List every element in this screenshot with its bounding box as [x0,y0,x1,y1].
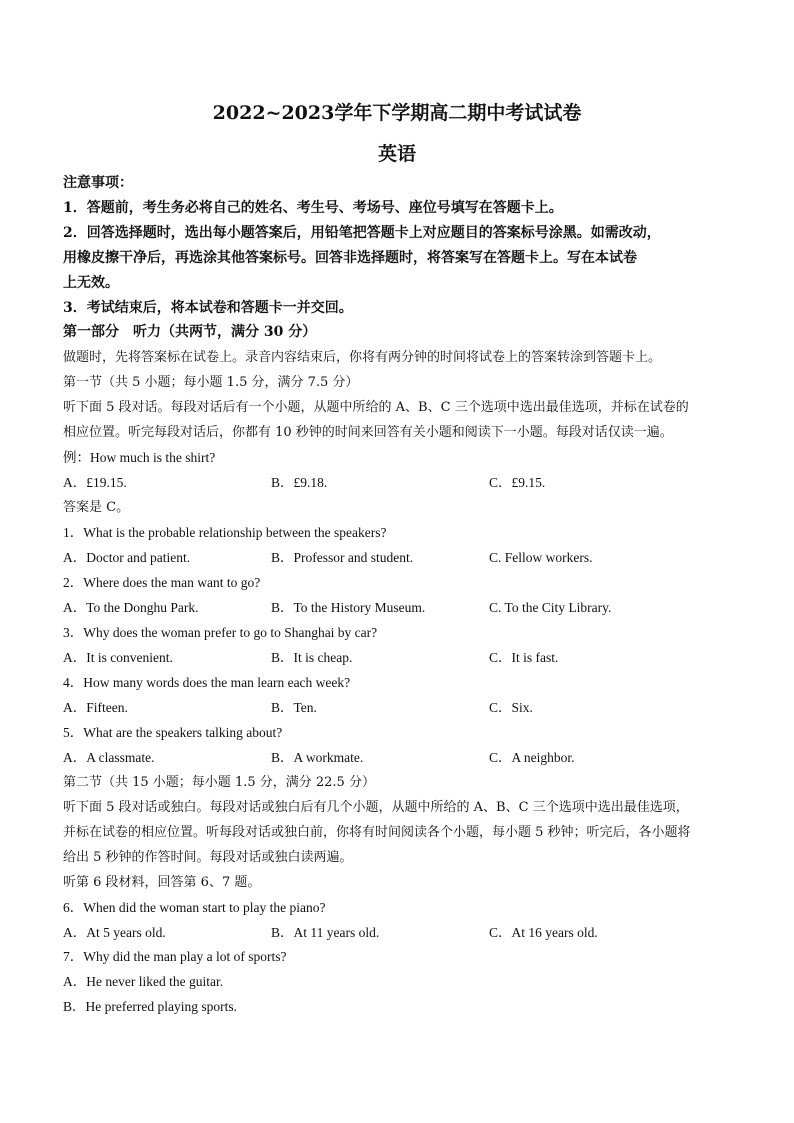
question-7-option-a: A．He never liked the guitar. [63,974,224,989]
example-question: 例：How much is the shirt? [63,450,216,465]
question-3-option-a: A．It is convenient. [63,650,173,665]
question-5-option-a: A．A classmate. [63,750,155,765]
example-option-a: A．£19.15. [63,475,127,490]
question-5-option-b: B．A workmate. [271,750,364,765]
question-2-option-c: C. To the City Library. [489,600,612,615]
question-6-option-b: B．At 11 years old. [271,925,380,940]
part1-intro: 做题时，先将答案标在试卷上。录音内容结束后，你将有两分钟的时间将试卷上的答案转涂到答题卡上。 [63,350,662,365]
question-5: 5．What are the speakers talking about? [63,725,283,740]
question-3-option-c: C．It is fast. [489,650,559,665]
question-3-option-b: B．It is cheap. [271,650,353,665]
question-1-option-b: B．Professor and student. [271,550,414,565]
question-4: 4．How many words does the man learn each week? [63,675,351,690]
question-1: 1．What is the probable relationship between the speakers? [63,525,387,540]
question-3: 3．Why does the woman prefer to go to Shanghai by car? [63,625,378,640]
question-6: 6．When did the woman start to play the piano? [63,900,326,915]
section2-instruction-line-2: 并标在试卷的相应位置。听每段对话或独白前，你将有时间阅读各个小题，每小题 5 秒钟；听完后，各小题将 [63,825,691,840]
section2-instruction-line-1: 听下面 5 段对话或独白。每段对话或独白后有几个小题，从题中所给的 A、B、C 三个选项中选出最佳选项， [63,800,689,815]
notice-item-2-line-1: 2．回答选择题时，选出每小题答案后，用铅笔把答题卡上对应题目的答案标号涂黑。如需改动， [63,225,661,241]
question-6-option-a: A．At 5 years old. [63,925,166,940]
question-1-option-a: A．Doctor and patient. [63,550,191,565]
question-6-option-c: C．At 16 years old. [489,925,598,940]
question-4-option-b: B．Ten. [271,700,317,715]
question-2-option-b: B．To the History Museum. [271,600,426,615]
notice-item-2-line-3: 上无效。 [63,275,119,291]
question-7: 7．Why did the man play a lot of sports? [63,949,287,964]
notice-item-2-line-2: 用橡皮擦干净后，再选涂其他答案标号。回答非选择题时，将答案写在答题卡上。写在本试卷 [63,250,637,266]
material-6-intro: 听第 6 段材料，回答第 6、7 题。 [63,875,261,890]
example-answer: 答案是 C。 [63,500,130,515]
notice-heading: 注意事项： [63,175,133,191]
question-2-option-a: A．To the Donghu Park. [63,600,199,615]
notice-item-3: 3．考试结束后，将本试卷和答题卡一并交回。 [63,300,353,316]
part1-heading: 第一部分 听力（共两节，满分 30 分） [63,324,317,340]
exam-title: 2022~2023学年下学期高二期中考试试卷 [212,102,582,124]
question-5-option-c: C．A neighbor. [489,750,575,765]
section2-instruction-line-3: 给出 5 秒钟的作答时间。每段对话或独白读两遍。 [63,850,353,865]
subject-title: 英语 [377,143,416,165]
section2-heading: 第二节（共 15 小题；每小题 1.5 分，满分 22.5 分） [63,775,375,790]
question-7-option-b: B．He preferred playing sports. [63,999,237,1014]
section1-instruction-line-2: 相应位置。听完每段对话后，你都有 10 秒钟的时间来回答有关小题和阅读下一小题。每段对话仅读一遍。 [63,425,673,440]
section1-instruction-line-1: 听下面 5 段对话。每段对话后有一个小题，从题中所给的 A、B、C 三个选项中选出最佳选项，并标在试卷的 [63,400,689,415]
question-2: 2．Where does the man want to go? [63,575,261,590]
section1-heading: 第一节（共 5 小题；每小题 1.5 分，满分 7.5 分） [63,375,359,390]
example-option-c: C．£9.15. [489,475,546,490]
notice-item-1: 1．答题前，考生务必将自己的姓名、考生号、考场号、座位号填写在答题卡上。 [63,200,563,216]
example-option-b: B．£9.18. [271,475,328,490]
question-1-option-c: C. Fellow workers. [489,550,593,565]
question-4-option-c: C．Six. [489,700,533,715]
question-4-option-a: A．Fifteen. [63,700,128,715]
